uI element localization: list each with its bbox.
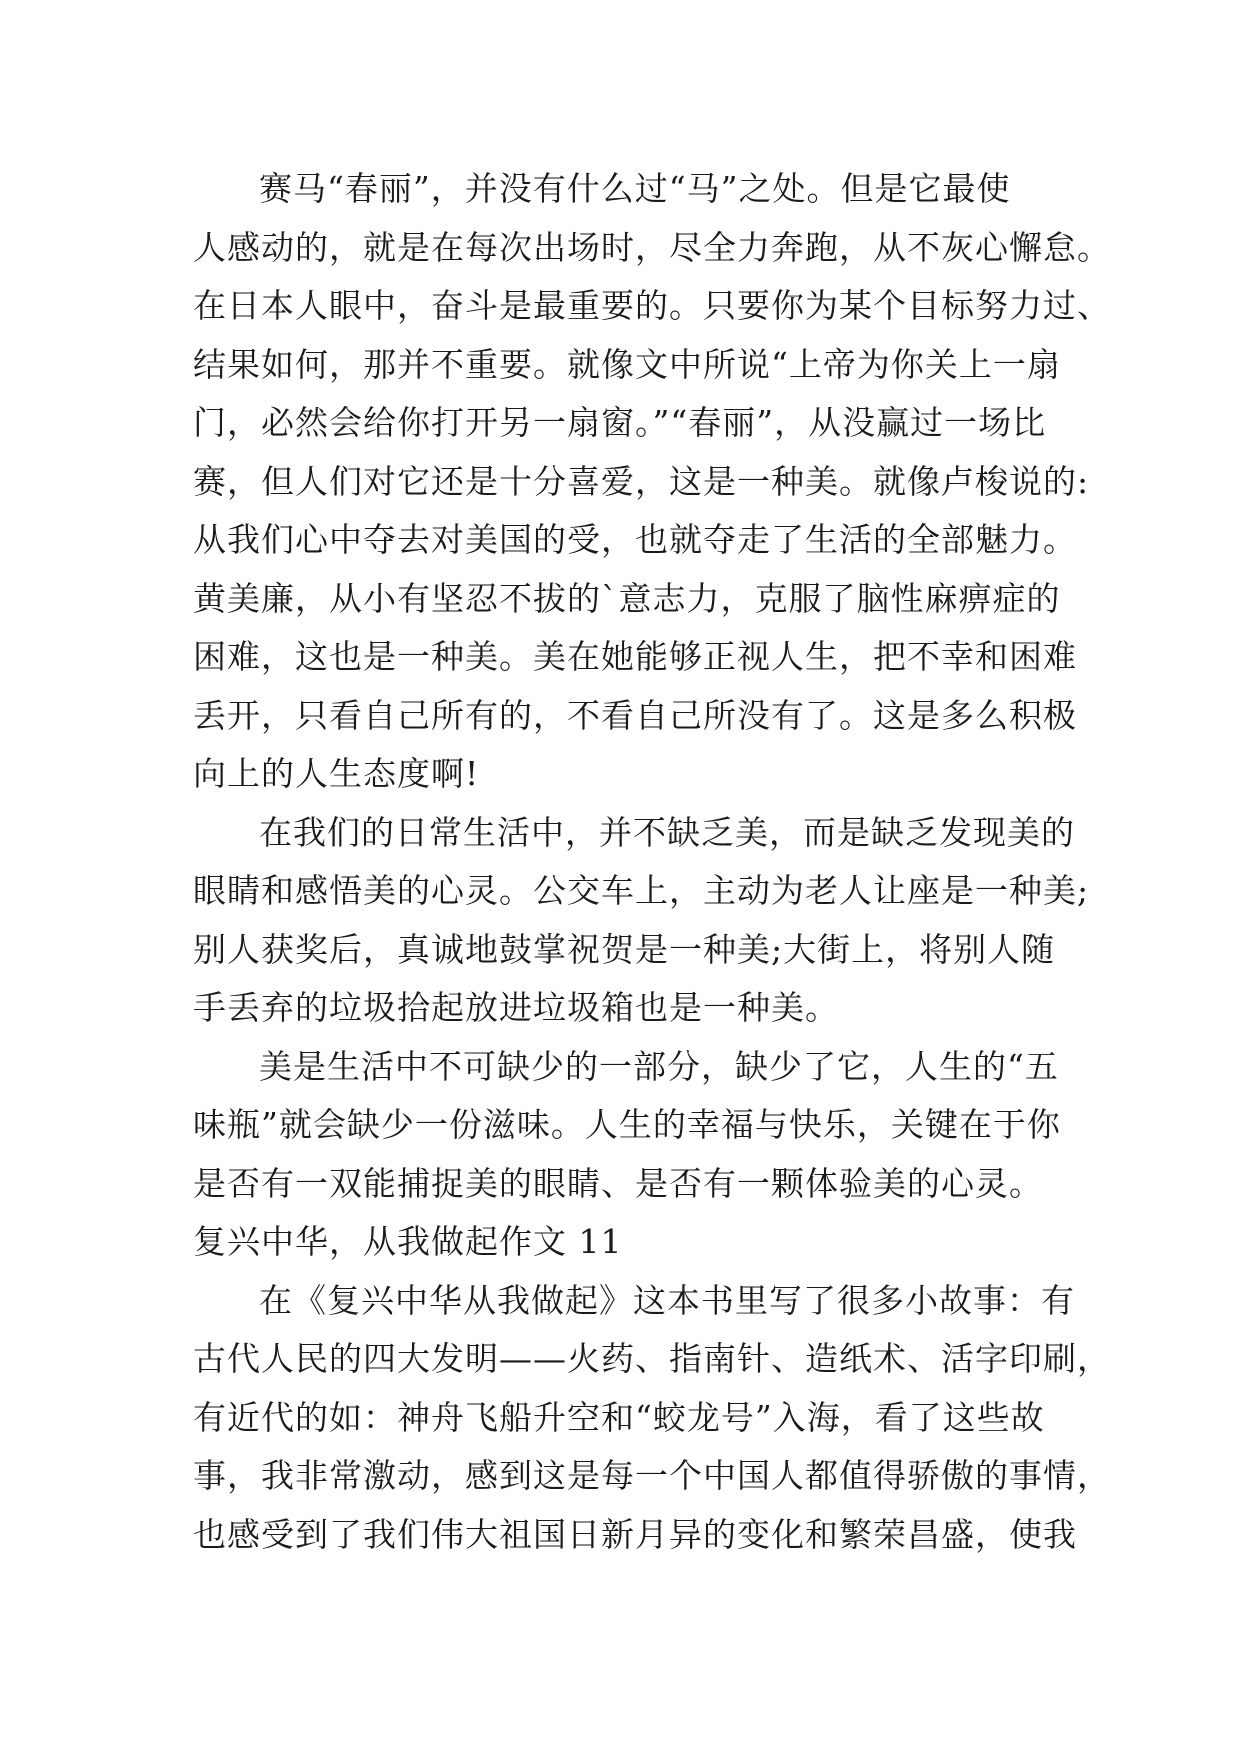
text-line: 门，必然会给你打开另一扇窗。”“春丽”，从没赢过一场比 <box>193 403 1047 442</box>
text-line: 结果如何，那并不重要。就像文中所说“上帝为你关上一扇 <box>193 344 1061 384</box>
text-line: 别人获奖后，真诚地鼓掌祝贺是一种美;大街上，将别人随 <box>193 929 1056 969</box>
document-body <box>193 160 1111 1564</box>
text-line: 事，我非常激动，感到这是每一个中国人都值得骄傲的事情， <box>193 1456 1111 1495</box>
text-line: 眼睛和感悟美的心灵。公交车上，主动为老人让座是一种美; <box>193 871 1090 910</box>
section-heading: 复兴中华，从我做起作文 11 <box>193 1222 623 1261</box>
text-line: 在我们的日常生活中，并不缺乏美，而是缺乏发现美的 <box>259 812 1075 852</box>
text-line: 美是生活中不可缺少的一部分，缺少了它，人生的“五 <box>259 1046 1059 1086</box>
text-line: 是否有一双能捕捉美的眼睛、是否有一颗体验美的心灵。 <box>193 1163 1043 1203</box>
text-line: 丢开，只看自己所有的，不看自己所没有了。这是多么积极 <box>193 695 1077 735</box>
text-line: 在日本人眼中，奋斗是最重要的。只要你为某个目标努力过、 <box>193 286 1111 325</box>
text-line: 赛马“春丽”，并没有什么过“马”之处。但是它最使 <box>259 169 1011 208</box>
text-line: 从我们心中夺去对美国的受，也就夺走了生活的全部魅力。 <box>193 520 1077 559</box>
text-line: 人感动的，就是在每次出场时，尽全力奔跑，从不灰心懈怠。 <box>193 227 1111 267</box>
text-line: 古代人民的四大发明——火药、指南针、造纸术、活字印刷， <box>193 1339 1111 1378</box>
text-line: 手丢弃的垃圾拾起放进垃圾箱也是一种美。 <box>193 988 839 1027</box>
text-line: 也感受到了我们伟大祖国日新月异的变化和繁荣昌盛，使我 <box>193 1514 1077 1554</box>
text-line: 向上的人生态度啊! <box>193 754 480 793</box>
text-line: 黄美廉，从小有坚忍不拔的`意志力，克服了脑性麻痹症的 <box>193 578 1061 618</box>
text-line: 赛，但人们对它还是十分喜爱，这是一种美。就像卢梭说的: <box>193 461 1090 501</box>
text-line: 有近代的如：神舟飞船升空和“蛟龙号”入海，看了这些故 <box>193 1397 1045 1437</box>
text-line: 困难，这也是一种美。美在她能够正视人生，把不幸和困难 <box>193 637 1077 676</box>
text-line: 味瓶”就会缺少一份滋味。人生的幸福与快乐，关键在于你 <box>193 1105 1061 1144</box>
text-line: 在《复兴中华从我做起》这本书里写了很多小故事：有 <box>259 1280 1075 1320</box>
